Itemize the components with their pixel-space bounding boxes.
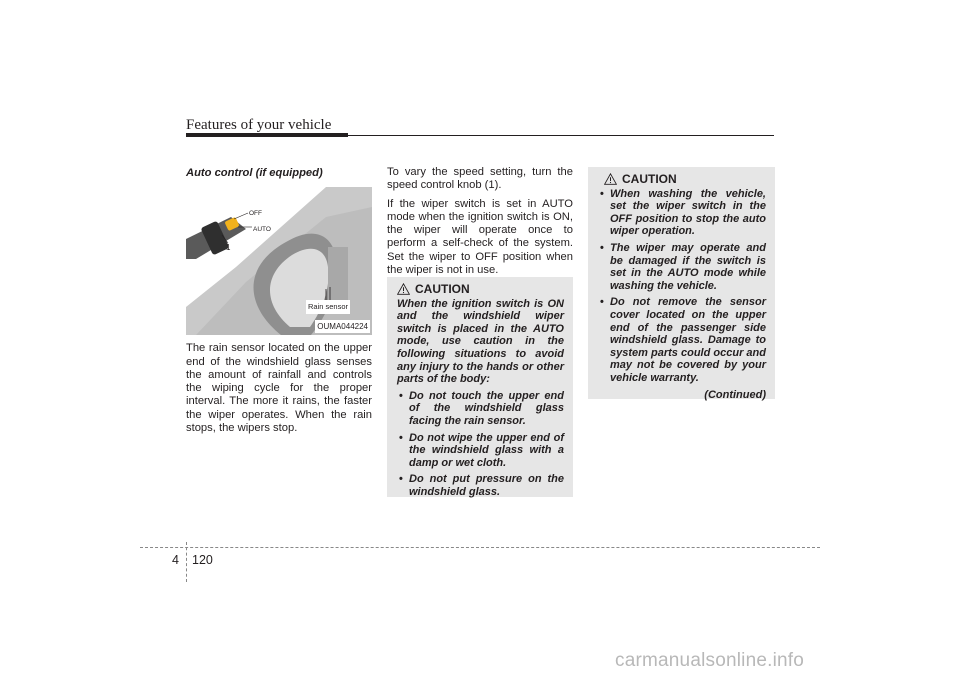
rain-sensor-figure — [186, 187, 372, 335]
chapter-number: 4 — [172, 553, 179, 567]
figure-label-auto: AUTO — [253, 226, 271, 234]
caution-list — [397, 390, 564, 499]
page-number: 120 — [192, 553, 213, 567]
figure-label-off: OFF — [249, 210, 262, 218]
figure-label-number: 1 — [226, 243, 231, 253]
watermark: carmanualsonline.info — [615, 650, 805, 671]
subheading-auto-control: Auto control (if equipped) — [186, 167, 323, 179]
footer-rule — [140, 547, 820, 548]
caution-intro: When the ignition switch is ON and the windshield wiper switch is placed in the AUTO mode, use caution in the following situations to avoid any injury to the hands or other parts of the body: — [397, 297, 564, 386]
footer-vertical-rule — [186, 542, 187, 582]
header-rule-thin — [348, 135, 774, 136]
column-1 — [186, 167, 372, 440]
caution-item: • Do not put pressure on the windshield glass. — [397, 473, 564, 498]
caution-box-washing — [588, 167, 775, 399]
speed-setting-paragraph: To vary the speed setting, turn the speed control knob (1). — [387, 166, 573, 192]
caution-heading — [604, 173, 766, 186]
caution-heading-text: CAUTION — [415, 282, 470, 296]
auto-mode-paragraph: If the wiper switch is set in AUTO mode when the ignition switch is ON, the wiper will operate once to perform a self-check of the system. Set the wiper to OFF position when the wiper is not in use. — [387, 197, 573, 277]
warning-triangle-icon — [604, 173, 617, 185]
caution-item: • Do not remove the sensor cover located on the upper end of the passenger side windshield glass. Damage to system parts could occur and may not be covered by your vehicle warranty. — [598, 296, 766, 384]
column-2 — [387, 166, 573, 282]
header-title: Features of your vehicle — [186, 117, 332, 133]
warning-triangle-icon — [397, 283, 410, 295]
caution-heading — [397, 283, 564, 296]
header-rule-thick — [186, 133, 348, 137]
caution-item: • The wiper may operate and be damaged if the switch is set in the AUTO mode while washing the vehicle. — [598, 242, 766, 292]
caution-heading-text: CAUTION — [622, 172, 677, 186]
figure-label-rain-sensor: Rain sensor — [306, 300, 350, 313]
caution-item: • Do not touch the upper end of the windshield glass facing the rain sensor. — [397, 390, 564, 428]
caution-list — [598, 188, 766, 385]
figure-code: OUMA044224 — [315, 320, 370, 333]
rain-sensor-paragraph: The rain sensor located on the upper end of the windshield glass senses the amount of rainfall and controls the wiping cycle for the proper interval. The more it rains, the faster the wiper operates. When the rain stops, the wipers stop. — [186, 342, 372, 435]
caution-item: • Do not wipe the upper end of the windshield glass with a damp or wet cloth. — [397, 432, 564, 470]
continued-note: (Continued) — [704, 388, 766, 401]
caution-item: • When washing the vehicle, set the wiper switch in the OFF position to stop the auto wiper operation. — [598, 188, 766, 238]
caution-box-rain-sensor — [387, 277, 573, 497]
